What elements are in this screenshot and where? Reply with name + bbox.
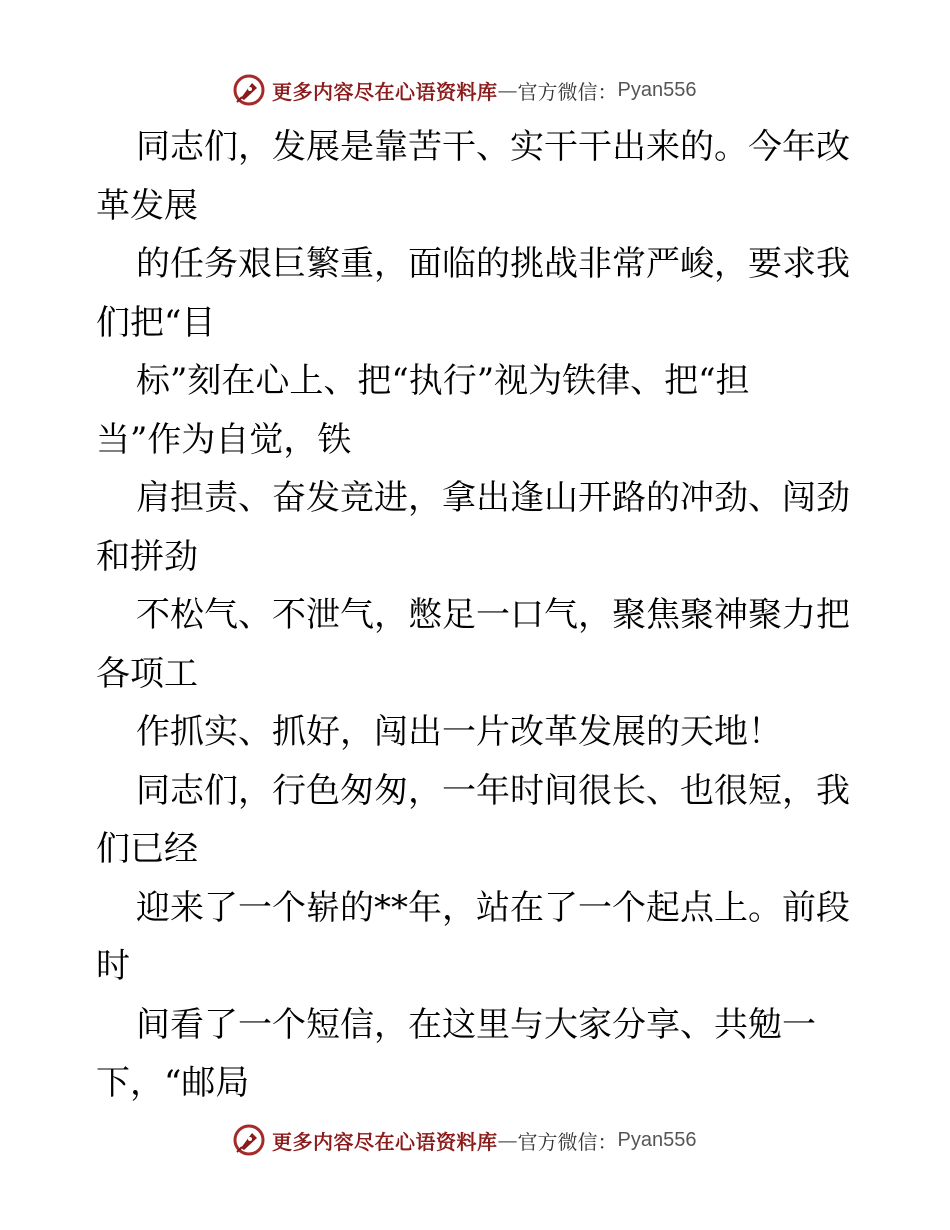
pen-nib-icon	[232, 1123, 266, 1157]
text-line: 时	[96, 946, 130, 986]
text-line: 肩担责、奋发竞进，拿出逢山开路的冲劲、闯劲	[136, 478, 850, 518]
text-line: 和拼劲	[96, 536, 198, 577]
text-line: 不松气、不泄气，憋足一口气，聚焦聚神聚力把	[136, 595, 850, 635]
header-wechat-id: Pyan556	[617, 78, 697, 101]
text-line: 作抓实、抓好，闯出一片改革发展的天地！	[136, 712, 782, 752]
header-dash: —	[497, 78, 518, 102]
text-line: 们已经	[96, 829, 198, 869]
text-line: 革发展	[96, 185, 198, 226]
body-text	[96, 118, 856, 1113]
text-line: 间看了一个短信，在这里与大家分享、共勉一	[136, 1004, 816, 1045]
footer-brand-text: 更多内容尽在心语资料库	[272, 1129, 498, 1154]
footer-banner	[232, 1120, 696, 1160]
header-brand-text: 更多内容尽在心语资料库	[272, 79, 498, 104]
text-line: 们把“目	[96, 302, 216, 343]
text-line: 的任务艰巨繁重，面临的挑战非常严峻，要求我	[136, 244, 850, 284]
text-line: 当”作为自觉，铁	[96, 419, 352, 460]
text-line: 标”刻在心上、把“执行”视为铁律、把“担	[136, 361, 750, 401]
text-line: 下，“邮局	[96, 1063, 250, 1103]
text-line: 各项工	[96, 653, 198, 694]
header-banner	[232, 70, 696, 110]
footer-wechat-id: Pyan556	[617, 1128, 697, 1151]
text-line: 同志们，行色匆匆，一年时间很长、也很短，我	[136, 770, 850, 811]
text-line: 迎来了一个崭的**年，站在了一个起点上。前段	[136, 887, 850, 928]
text-line: 同志们，发展是靠苦干、实干干出来的。今年改	[136, 127, 850, 167]
header-wechat-label: 官方微信：	[517, 79, 618, 104]
footer-wechat-label: 官方微信：	[517, 1129, 618, 1154]
footer-dash: —	[497, 1128, 518, 1152]
pen-nib-icon	[232, 73, 266, 107]
